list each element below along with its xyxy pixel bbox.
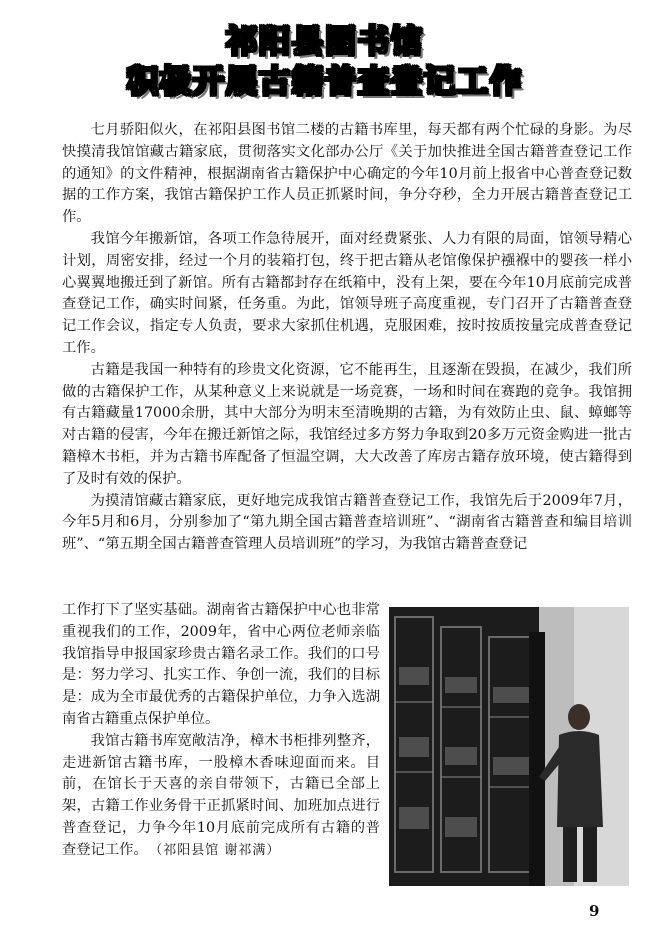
article-title-line-2: 积极开展古籍普查登记工作 [127,64,523,100]
article-body [62,120,632,556]
article-body-lower [62,600,380,862]
page-number: 9 [589,902,600,920]
paragraph-4: 为摸清馆藏古籍家底，更好地完成我馆古籍普查登记工作，我馆先后于2009年7月，今年5月和6月，分别参加了“第九期全国古籍普查培训班”、“湖南省古籍普查和编目培训班”、“第五期全国古籍普查管理人员培训班”的学习，为我馆古籍普查登记 [62,492,632,553]
article-title-line-1: 祁阳县图书馆 [226,24,424,60]
library-bookcase-photo [389,607,629,886]
paragraph-3: 古籍是我国一种特有的珍贵文化资源，它不能再生，且逐渐在毁损，在减少，我们所做的古籍保护工作，从某种意义上来说就是一场竞赛，一场和时间在赛跑的竞争。我馆拥有古籍藏量17000余册，其中大部分为明末至清晚期的古籍，为有效防止虫、鼠、蟑螂等对古籍的侵害，今年在搬迁新馆之际，我馆经过多方努力争取到20多万元资金购进一批古籍樟木书柜，并为古籍书库配备了恒温空调，大大改善了库房古籍存放环境，使古籍得到了及时有效的保护。 [62,361,632,487]
photo-illustration [389,607,629,886]
paragraph-5 [62,731,380,862]
paragraph-4-continued: 工作打下了坚实基础。湖南省古籍保护中心也非常重视我们的工作，2009年，省中心两位老师亲临我馆指导申报国家珍贵古籍名录工作。我们的口号是：努力学习、扎实工作、争创一流，我们的目标是：成为全市最优秀的古籍保护单位，力争入选湖南省古籍重点保护单位。 [62,602,380,727]
paragraph-1: 七月骄阳似火，在祁阳县图书馆二楼的古籍书库里，每天都有两个忙碌的身影。为尽快摸清我馆馆藏古籍家底，贯彻落实文化部办公厅《关于加快推进全国古籍普查登记工作的通知》的文件精神，根据湖南省古籍保护中心确定的今年10月前上报省中心普查登记数据的工作方案，我馆古籍保护工作人员正抓紧时间，争分夺秒，全力开展古籍普查登记工作。 [62,122,632,226]
author-signature: （祁阳县馆 谢祁满） [155,842,281,858]
paragraph-5-text: 我馆古籍书库宽敞洁净，樟木书柜排列整齐，走进新馆古籍书库，一股樟木香味迎面而来。目前，在馆长于天喜的亲自带领下，古籍已全部上架，古籍工作业务骨干正抓紧时间、加班加点进行普查登记，力争今年10月底前完成所有古籍的普查登记工作。 [62,732,380,858]
paragraph-2: 我馆今年搬新馆，各项工作急待展开，面对经费紧张、人力有限的局面，馆领导精心计划，周密安排，经过一个月的装箱打包，终于把古籍从老馆像保护襁褓中的婴孩一样小心翼翼地搬迁到了新馆。所有古籍都封存在纸箱中，没有上架，要在今年10月底前完成普查登记工作，确实时间紧，任务重。为此，馆领导班子高度重视，专门召开了古籍普查登记工作会议，指定专人负责，要求大家抓住机遇，克服困难，按时按质按量完成普查登记工作。 [62,230,632,356]
